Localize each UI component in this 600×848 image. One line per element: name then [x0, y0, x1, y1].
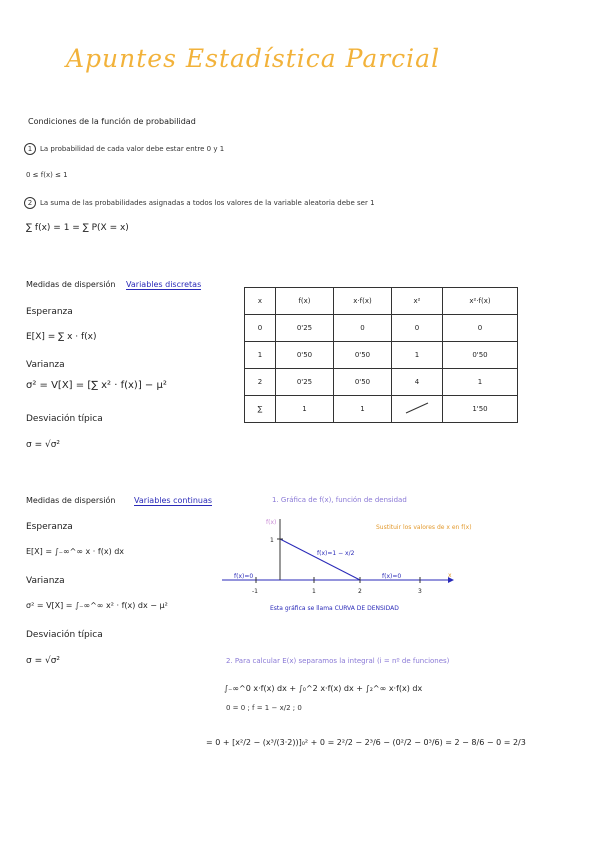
condition-1-text: La probabilidad de cada valor debe estar entre 0 y 1 [40, 145, 225, 153]
probability-table [244, 287, 518, 423]
table-row [245, 315, 518, 342]
y-axis-label: f(x) [266, 519, 277, 526]
table-cell: 4 [392, 369, 443, 396]
table-header: x·f(x) [334, 288, 392, 315]
table-cell: 1 [443, 369, 518, 396]
x-tick-label: -1 [252, 588, 258, 595]
table-sum-row [245, 396, 518, 423]
table-cell: 0 [392, 315, 443, 342]
discrete-varianza-label: Varianza [26, 360, 65, 370]
table-header: x² [392, 288, 443, 315]
condition-1-number: 1 [24, 143, 36, 155]
continuous-varianza-formula: σ² = V[X] = ∫₋∞^∞ x² · f(x) dx − μ² [26, 601, 168, 610]
continuous-heading [26, 496, 212, 505]
condition-2-text: La suma de las probabilidades asignadas a todos los valores de la variable aleatoria debe ser 1 [40, 199, 375, 207]
density-graph [222, 515, 462, 615]
discrete-heading-text: Medidas de dispersión [26, 280, 116, 289]
table-row [245, 342, 518, 369]
conditions-heading: Condiciones de la función de probabilidad [28, 117, 196, 126]
table-header: f(x) [276, 288, 334, 315]
graph-caption: Esta gráfica se llama CURVA DE DENSIDAD [270, 605, 399, 612]
right-function-label: f(x)=0 [382, 573, 402, 580]
integral-line: ∫₋∞^0 x·f(x) dx + ∫₀^2 x·f(x) dx + ∫₂^∞ x·f(x) dx [224, 684, 423, 693]
table-cell: 2 [245, 369, 276, 396]
table-cell: 0'25 [276, 315, 334, 342]
discrete-varianza-formula: σ² = V[X] = [∑ x² · f(x)] − μ² [26, 380, 167, 391]
table-cell: 1 [392, 342, 443, 369]
condition-2 [24, 197, 375, 209]
condition-2-number: 2 [24, 197, 36, 209]
step-1-note: Sustituir los valores de x en f(x) [376, 524, 472, 531]
density-line [280, 539, 360, 580]
table-cell: 0'25 [276, 369, 334, 396]
table-header: x [245, 288, 276, 315]
step-2: 2. Para calcular E(x) separamos la integral (i = nº de funciones) [226, 657, 450, 665]
condition-1 [24, 143, 224, 155]
table-cell: 0 [245, 315, 276, 342]
continuous-desviacion-label: Desviación típica [26, 630, 103, 640]
discrete-desviacion-formula: σ = √σ² [26, 440, 61, 450]
integral-substitutions: 0 = 0 ; f = 1 − x/2 ; 0 [226, 704, 302, 712]
table-cell: 0'50 [276, 342, 334, 369]
table-cell: 0'50 [334, 342, 392, 369]
discrete-heading [26, 280, 201, 289]
continuous-esperanza-label: Esperanza [26, 522, 73, 532]
x-axis-label: x [448, 572, 452, 579]
continuous-esperanza-formula: E[X] = ∫₋∞^∞ x · f(x) dx [26, 547, 125, 556]
table-cell: 0'50 [443, 342, 518, 369]
continuous-desviacion-formula: σ = √σ² [26, 656, 61, 666]
step-1: 1. Gráfica de f(x), función de densidad [272, 496, 407, 504]
result-line: = 0 + [x²/2 − (x³/(3·2))]₀² + 0 = 2²/2 − 2³/6 − (0²/2 − 0³/6) = 2 − 8/6 − 0 = 2/3 [206, 738, 526, 747]
discrete-tag: Variables discretas [126, 280, 202, 289]
mid-function-label: f(x)=1 − x/2 [317, 550, 355, 557]
table-row [245, 369, 518, 396]
discrete-esperanza-label: Esperanza [26, 307, 73, 317]
condition-2-formula: ∑ f(x) = 1 = ∑ P(X = x) [26, 223, 129, 233]
continuous-heading-text: Medidas de dispersión [26, 496, 116, 505]
table-cell: ∑ [245, 396, 276, 423]
x-tick-label: 2 [358, 588, 362, 595]
left-function-label: f(x)=0 [234, 573, 254, 580]
table-cell: 0 [443, 315, 518, 342]
discrete-esperanza-formula: E[X] = ∑ x · f(x) [26, 332, 97, 342]
table-header: x²·f(x) [443, 288, 518, 315]
strike-mark-icon [402, 401, 432, 415]
table-cell: 0'50 [334, 369, 392, 396]
continuous-varianza-label: Varianza [26, 576, 65, 586]
x-tick-label: 1 [312, 588, 316, 595]
condition-1-formula: 0 ≤ f(x) ≤ 1 [26, 171, 68, 179]
discrete-desviacion-label: Desviación típica [26, 414, 103, 424]
x-tick-label: 3 [418, 588, 422, 595]
table-header-row [245, 288, 518, 315]
table-cell: 1 [276, 396, 334, 423]
table-cell-struck [392, 396, 443, 423]
page-title: Apuntes Estadística Parcial [66, 44, 441, 73]
table-cell: 1'50 [443, 396, 518, 423]
table-cell: 0 [334, 315, 392, 342]
table-cell: 1 [334, 396, 392, 423]
continuous-tag: Variables continuas [134, 496, 213, 505]
table-cell: 1 [245, 342, 276, 369]
y-tick-label: 1 [270, 537, 274, 544]
